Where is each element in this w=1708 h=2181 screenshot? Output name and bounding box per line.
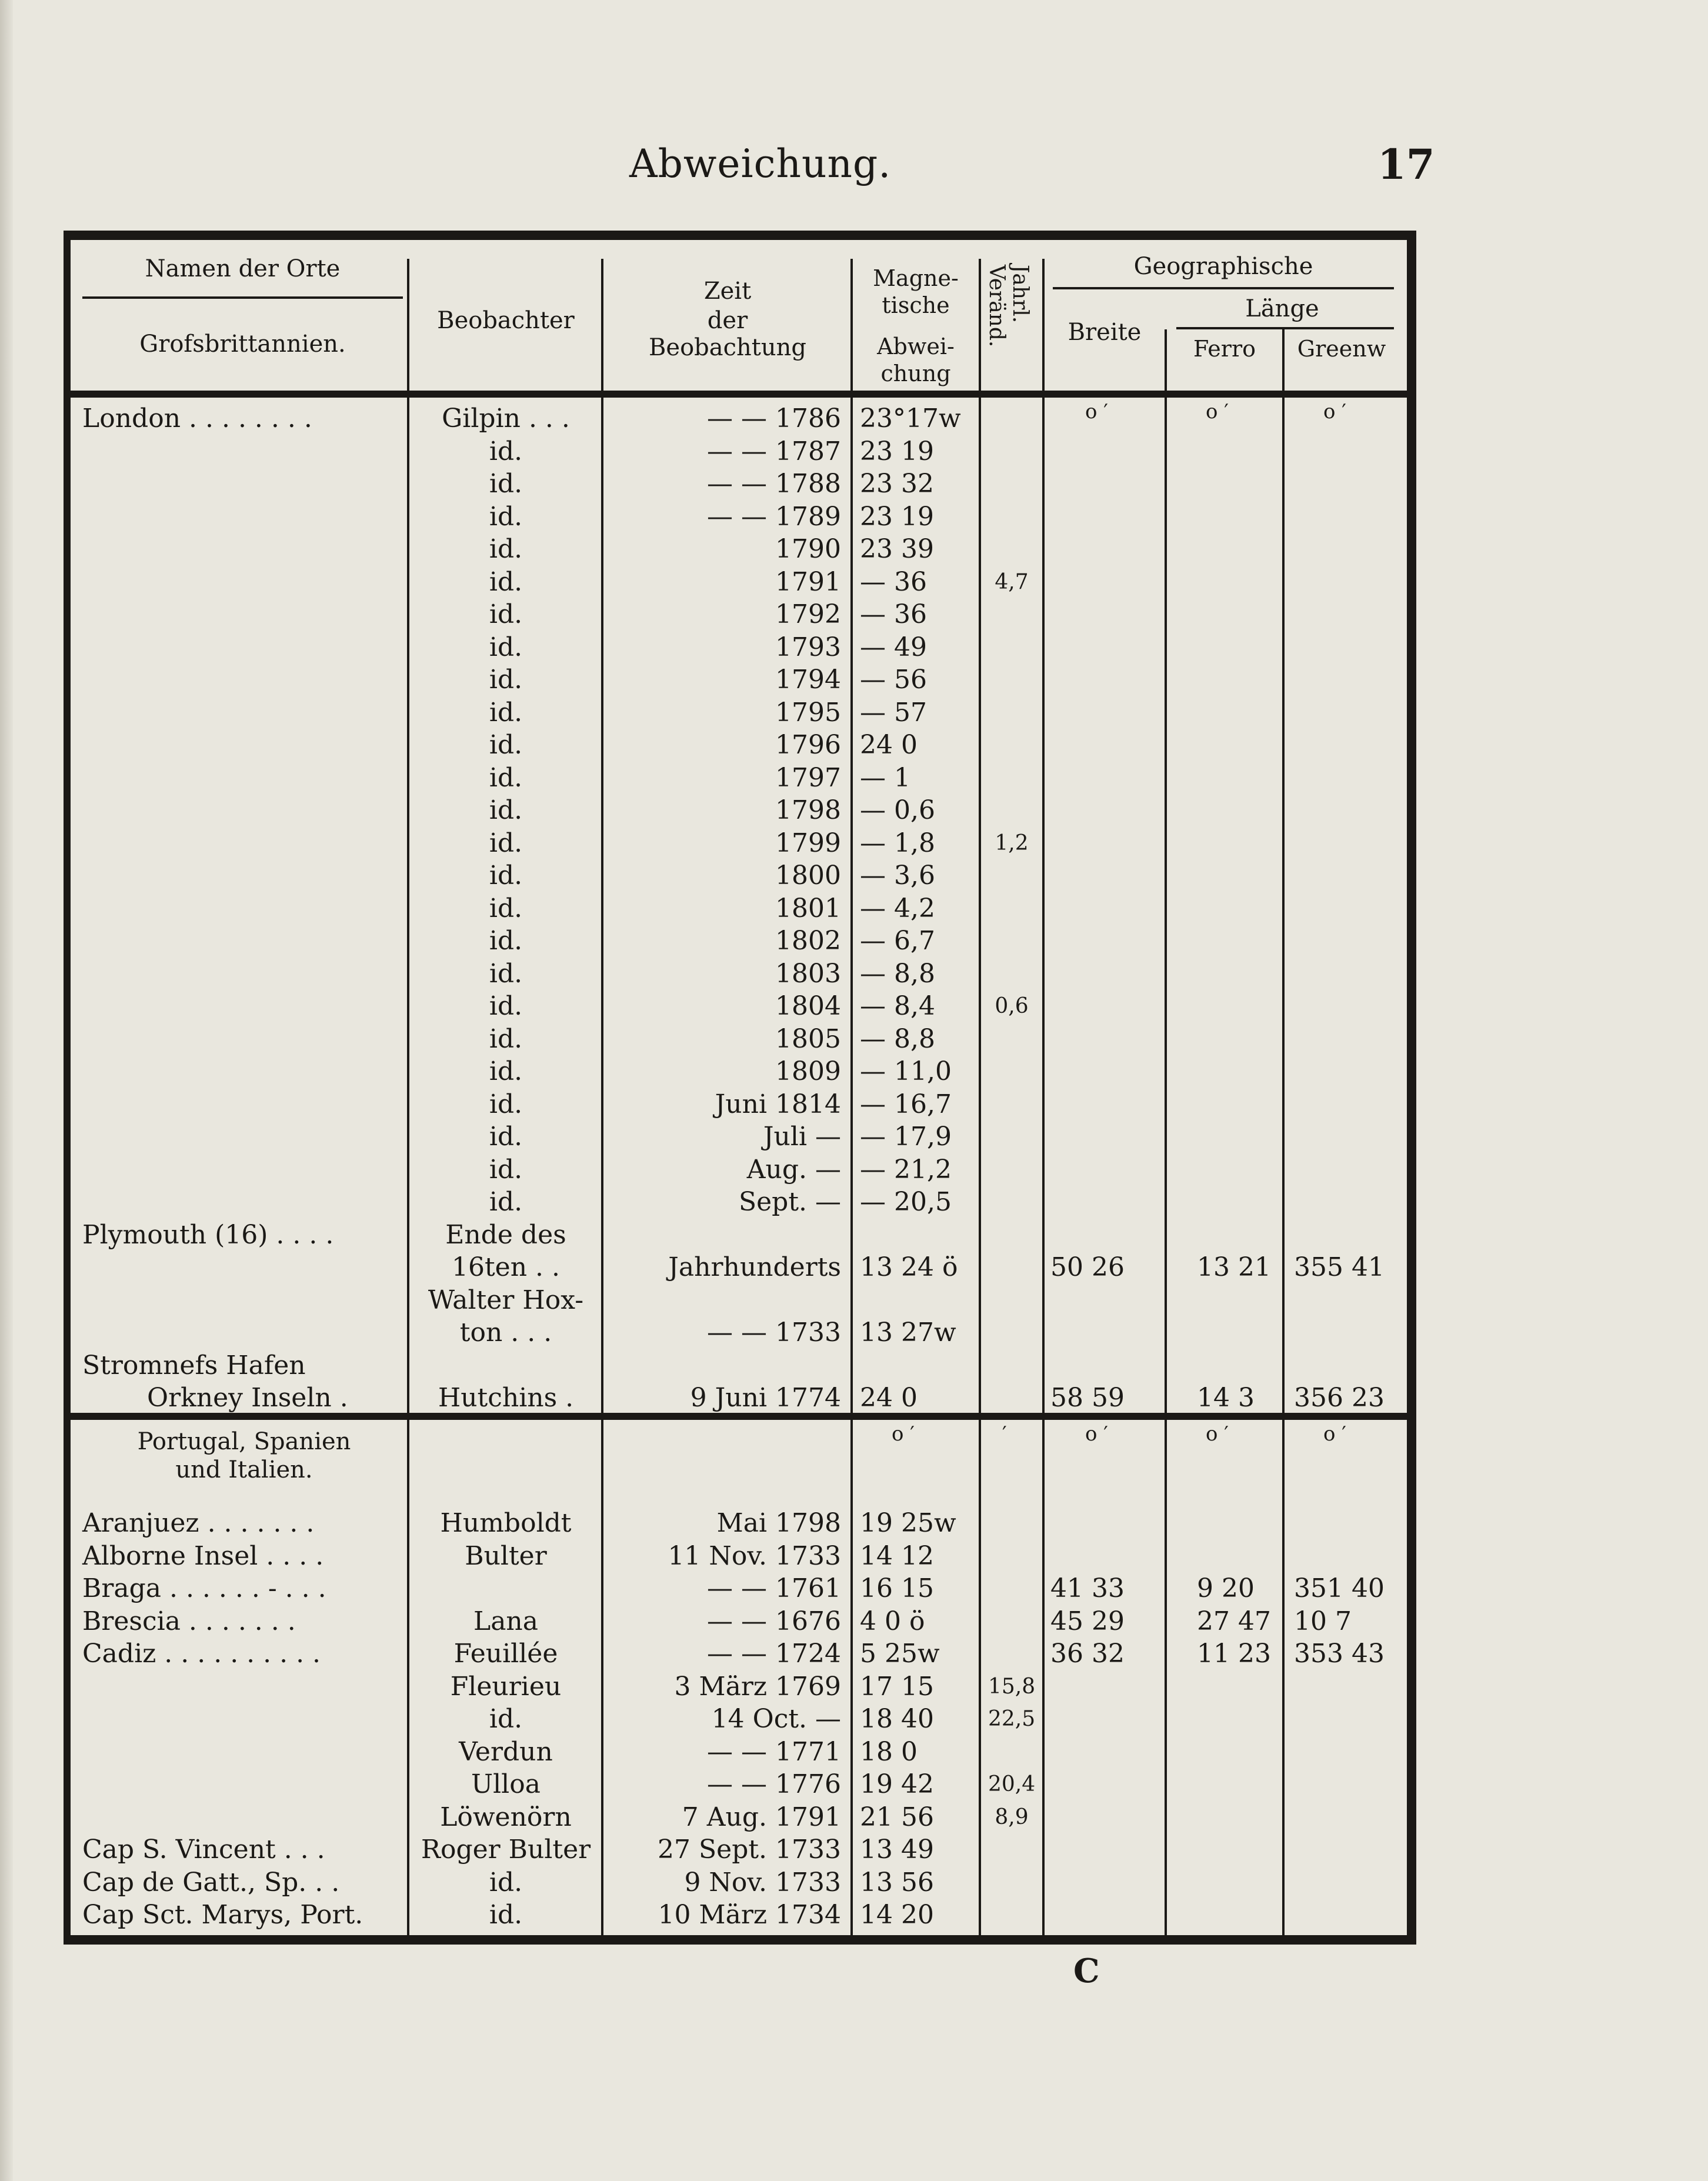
table-row bbox=[0, 762, 1708, 795]
cell-obs: id. bbox=[489, 795, 523, 825]
cell-decl: 19 42 bbox=[860, 1769, 934, 1799]
cell-time: 9 Juni 1774 bbox=[690, 1383, 841, 1413]
cell-obs: Hutchins . bbox=[438, 1383, 574, 1413]
cell-decl: — 36 bbox=[860, 599, 927, 629]
cell-ferro: 13 21 bbox=[1197, 1252, 1271, 1282]
header-zeit-2: der bbox=[707, 307, 748, 334]
table-row bbox=[0, 598, 1708, 631]
table-row bbox=[0, 827, 1708, 860]
cell-obs: id. bbox=[489, 501, 523, 532]
cell-decl: — 1 bbox=[860, 762, 910, 793]
units-greenw: o ′ bbox=[1323, 1422, 1346, 1446]
cell-time: Sept. — bbox=[738, 1187, 841, 1217]
cell-time: 1790 bbox=[775, 534, 841, 564]
table-row bbox=[0, 958, 1708, 991]
section-title: und Italien. bbox=[175, 1456, 313, 1483]
cell-decl: 18 40 bbox=[860, 1704, 934, 1734]
header-magnet-4: chung bbox=[880, 361, 951, 386]
table-row bbox=[0, 859, 1708, 892]
cell-decl: — 0,6 bbox=[860, 795, 935, 825]
table-row bbox=[0, 1703, 1708, 1736]
table-row bbox=[0, 631, 1708, 664]
cell-obs: id. bbox=[489, 1154, 523, 1185]
cell-obs: Verdun bbox=[459, 1736, 553, 1767]
cell-decl: 5 25w bbox=[860, 1639, 940, 1669]
header-rule bbox=[1053, 287, 1394, 289]
cell-obs: Humboldt bbox=[440, 1508, 572, 1538]
cell-obs: Fleurieu bbox=[450, 1671, 562, 1702]
cell-obs: id. bbox=[489, 958, 523, 989]
header-zeit-3: Beobachtung bbox=[649, 334, 806, 361]
cell-decl: 4 0 ö bbox=[860, 1606, 925, 1636]
cell-decl: 23 19 bbox=[860, 501, 934, 532]
cell-decl: 24 0 bbox=[860, 730, 918, 760]
cell-var: 0,6 bbox=[995, 994, 1029, 1018]
cell-decl: — 8,4 bbox=[860, 991, 935, 1021]
cell-obs: id. bbox=[489, 599, 523, 629]
cell-time: 10 März 1734 bbox=[658, 1900, 841, 1930]
cell-obs: id. bbox=[489, 697, 523, 728]
cell-obs: id. bbox=[489, 861, 523, 891]
cell-obs: id. bbox=[489, 1187, 523, 1217]
cell-time: — — 1733 bbox=[707, 1318, 841, 1348]
cell-decl: — 16,7 bbox=[860, 1089, 952, 1119]
header-magnet-3: Abwei- bbox=[877, 334, 955, 359]
cell-decl: — 21,2 bbox=[860, 1154, 952, 1185]
cell-time: 11 Nov. 1733 bbox=[668, 1540, 841, 1571]
table-row bbox=[0, 1866, 1708, 1899]
units-breite: o ′ bbox=[1085, 1422, 1108, 1446]
cell-place: Orkney Inseln . bbox=[147, 1383, 348, 1413]
cell-time: 1794 bbox=[775, 665, 841, 695]
header-breite: Breite bbox=[1068, 319, 1142, 346]
cell-var: 15,8 bbox=[988, 1674, 1036, 1699]
cell-decl: — 49 bbox=[860, 632, 927, 662]
cell-ferro: 27 47 bbox=[1197, 1606, 1271, 1636]
table-row bbox=[0, 1899, 1708, 1932]
cell-obs: id. bbox=[489, 1704, 523, 1734]
cell-obs: id. bbox=[489, 991, 523, 1021]
cell-time: 3 März 1769 bbox=[674, 1671, 841, 1702]
cell-time: Juli — bbox=[763, 1122, 841, 1152]
cell-place: London . . . . . . . . bbox=[82, 403, 312, 433]
cell-var: 1,2 bbox=[995, 831, 1029, 855]
cell-time: 1792 bbox=[775, 599, 841, 629]
table-row bbox=[0, 1316, 1708, 1349]
cell-obs: id. bbox=[489, 1023, 523, 1054]
cell-time: — — 1724 bbox=[707, 1639, 841, 1669]
table-row bbox=[0, 1219, 1708, 1252]
table-row bbox=[0, 990, 1708, 1023]
table-row bbox=[0, 1736, 1708, 1769]
cell-time: Aug. — bbox=[746, 1154, 841, 1185]
cell-time: — — 1771 bbox=[707, 1736, 841, 1767]
units-greenw: o ′ bbox=[1323, 400, 1346, 423]
header-jahrl-veraend: Jahrl. Veränd. bbox=[985, 265, 1032, 348]
header-rule bbox=[1176, 327, 1394, 329]
cell-green: 10 7 bbox=[1294, 1606, 1352, 1636]
cell-obs: id. bbox=[489, 828, 523, 858]
cell-decl: — 8,8 bbox=[860, 958, 935, 989]
cell-place: Brescia . . . . . . . bbox=[82, 1606, 296, 1636]
cell-decl: 21 56 bbox=[860, 1802, 934, 1832]
table-row bbox=[0, 794, 1708, 827]
cell-place: Cadiz . . . . . . . . . . bbox=[82, 1639, 321, 1669]
cell-obs: id. bbox=[489, 469, 523, 499]
cell-time: Mai 1798 bbox=[716, 1508, 841, 1538]
cell-time: — — 1676 bbox=[707, 1606, 841, 1636]
cell-time: 1805 bbox=[775, 1023, 841, 1054]
cell-obs: 16ten . . bbox=[452, 1252, 560, 1282]
table-row bbox=[0, 501, 1708, 533]
cell-time: 1795 bbox=[775, 697, 841, 728]
cell-decl: — 17,9 bbox=[860, 1122, 952, 1152]
cell-time: 1797 bbox=[775, 762, 841, 793]
cell-time: 27 Sept. 1733 bbox=[658, 1835, 841, 1865]
cell-decl: — 36 bbox=[860, 566, 927, 597]
table-row bbox=[0, 533, 1708, 566]
cell-place: Aranjuez . . . . . . . bbox=[82, 1508, 315, 1538]
cell-decl: 14 20 bbox=[860, 1900, 934, 1930]
cell-obs: id. bbox=[489, 893, 523, 923]
cell-decl: 19 25w bbox=[860, 1508, 956, 1538]
cell-time: — — 1789 bbox=[707, 501, 841, 532]
header-beobachter: Beobachter bbox=[437, 307, 575, 334]
cell-decl: 13 56 bbox=[860, 1867, 934, 1897]
cell-decl: — 8,8 bbox=[860, 1023, 935, 1054]
cell-decl: 14 12 bbox=[860, 1540, 934, 1571]
cell-ferro: 14 3 bbox=[1197, 1383, 1255, 1413]
cell-time: 1799 bbox=[775, 828, 841, 858]
cell-var: 20,4 bbox=[988, 1772, 1036, 1796]
cell-obs: id. bbox=[489, 534, 523, 564]
cell-decl: 23 32 bbox=[860, 469, 934, 499]
cell-decl: 18 0 bbox=[860, 1736, 918, 1767]
header-ferro: Ferro bbox=[1193, 336, 1256, 362]
cell-breite: 58 59 bbox=[1050, 1383, 1125, 1413]
cell-breite: 36 32 bbox=[1050, 1639, 1125, 1669]
table-row bbox=[0, 1833, 1708, 1866]
cell-decl: 23 19 bbox=[860, 436, 934, 466]
cell-decl: 17 15 bbox=[860, 1671, 934, 1702]
cell-time: — — 1786 bbox=[707, 403, 841, 433]
cell-obs: Lana bbox=[473, 1606, 539, 1636]
table-row bbox=[0, 925, 1708, 958]
cell-time: 1800 bbox=[775, 861, 841, 891]
cell-decl: — 6,7 bbox=[860, 926, 935, 956]
cell-decl: 23 39 bbox=[860, 534, 934, 564]
cell-time: — — 1776 bbox=[707, 1769, 841, 1799]
table-row bbox=[0, 1186, 1708, 1219]
cell-time: 7 Aug. 1791 bbox=[682, 1802, 841, 1832]
cell-time: 1803 bbox=[775, 958, 841, 989]
cell-green: 356 23 bbox=[1294, 1383, 1385, 1413]
running-title: Abweichung. bbox=[629, 141, 892, 186]
table-row bbox=[0, 1023, 1708, 1056]
cell-decl: 23°17w bbox=[860, 403, 961, 433]
cell-decl: — 11,0 bbox=[860, 1056, 952, 1086]
cell-time: — — 1761 bbox=[707, 1573, 841, 1603]
table-row bbox=[0, 1670, 1708, 1703]
header-zeit-1: Zeit bbox=[703, 278, 752, 305]
cell-obs: id. bbox=[489, 730, 523, 760]
cell-obs: Feuillée bbox=[453, 1639, 558, 1669]
cell-obs: id. bbox=[489, 1867, 523, 1897]
table-row bbox=[0, 729, 1708, 762]
cell-breite: 50 26 bbox=[1050, 1252, 1125, 1282]
cell-obs: ton . . . bbox=[459, 1318, 552, 1348]
cell-obs: id. bbox=[489, 1900, 523, 1930]
table-row bbox=[0, 663, 1708, 696]
cell-decl: — 3,6 bbox=[860, 861, 935, 891]
table-row bbox=[0, 1507, 1708, 1540]
units-ferro: o ′ bbox=[1206, 400, 1229, 423]
cell-decl: — 20,5 bbox=[860, 1187, 952, 1217]
page-number: 17 bbox=[1377, 140, 1435, 189]
cell-obs: Ende des bbox=[445, 1219, 566, 1250]
units-var: ′ bbox=[1002, 1422, 1007, 1446]
cell-place: Cap de Gatt., Sp. . . bbox=[82, 1867, 340, 1897]
cell-time: 1801 bbox=[775, 893, 841, 923]
table-row bbox=[0, 468, 1708, 501]
cell-time: 1804 bbox=[775, 991, 841, 1021]
units-decl: o ′ bbox=[892, 1422, 915, 1446]
cell-time: 14 Oct. — bbox=[711, 1704, 841, 1734]
cell-obs: id. bbox=[489, 1122, 523, 1152]
cell-var: 8,9 bbox=[995, 1805, 1029, 1829]
table-row bbox=[0, 1055, 1708, 1088]
table-row bbox=[0, 1088, 1708, 1121]
cell-obs: Gilpin . . . bbox=[442, 403, 570, 433]
cell-decl: 13 27w bbox=[860, 1318, 956, 1348]
units-ferro: o ′ bbox=[1206, 1422, 1229, 1446]
cell-green: 351 40 bbox=[1294, 1573, 1385, 1603]
table-row bbox=[0, 566, 1708, 599]
cell-obs: Löwenörn bbox=[440, 1802, 572, 1832]
cell-var: 22,5 bbox=[988, 1707, 1036, 1731]
cell-decl: — 1,8 bbox=[860, 828, 935, 858]
header-rule bbox=[82, 296, 403, 299]
units-breite: o ′ bbox=[1085, 400, 1108, 423]
header-geographische: Geographische bbox=[1133, 253, 1313, 280]
cell-time: — — 1787 bbox=[707, 436, 841, 466]
cell-decl: 13 24 ö bbox=[860, 1252, 958, 1282]
header-laenge: Länge bbox=[1245, 295, 1319, 322]
table-row bbox=[0, 1605, 1708, 1638]
cell-decl: 13 49 bbox=[860, 1835, 934, 1865]
cell-decl: 24 0 bbox=[860, 1383, 918, 1413]
cell-obs: Roger Bulter bbox=[421, 1835, 591, 1865]
table-row bbox=[0, 1572, 1708, 1605]
cell-time: 1793 bbox=[775, 632, 841, 662]
cell-breite: 45 29 bbox=[1050, 1606, 1125, 1636]
cell-place: Cap Sct. Marys, Port. bbox=[82, 1900, 363, 1930]
table-row bbox=[0, 1540, 1708, 1573]
table-row bbox=[0, 1120, 1708, 1153]
header-bottom-rule bbox=[71, 391, 1407, 398]
table-row bbox=[0, 696, 1708, 729]
cell-obs: id. bbox=[489, 762, 523, 793]
cell-place: Plymouth (16) . . . . bbox=[82, 1219, 334, 1250]
cell-decl: — 57 bbox=[860, 697, 927, 728]
cell-obs: id. bbox=[489, 436, 523, 466]
cell-decl: — 4,2 bbox=[860, 893, 935, 923]
cell-obs: id. bbox=[489, 1056, 523, 1086]
cell-obs: id. bbox=[489, 1089, 523, 1119]
table-row bbox=[0, 1801, 1708, 1834]
table-row bbox=[0, 892, 1708, 925]
cell-obs: id. bbox=[489, 566, 523, 597]
table-row bbox=[0, 1284, 1708, 1317]
table-row bbox=[0, 1768, 1708, 1801]
cell-decl: 16 15 bbox=[860, 1573, 934, 1603]
cell-place: Stromnefs Hafen bbox=[82, 1350, 306, 1380]
cell-obs: Bulter bbox=[465, 1540, 547, 1571]
cell-green: 355 41 bbox=[1294, 1252, 1385, 1282]
cell-obs: id. bbox=[489, 632, 523, 662]
cell-breite: 41 33 bbox=[1050, 1573, 1125, 1603]
cell-obs: id. bbox=[489, 665, 523, 695]
table-row bbox=[0, 1382, 1708, 1415]
cell-time: Jahrhunderts bbox=[668, 1252, 841, 1282]
table-row bbox=[0, 435, 1708, 468]
cell-time: 1796 bbox=[775, 730, 841, 760]
header-magnet-2: tische bbox=[882, 292, 950, 318]
table-row bbox=[0, 1251, 1708, 1284]
cell-time: 1802 bbox=[775, 926, 841, 956]
cell-decl: — 56 bbox=[860, 665, 927, 695]
cell-time: 1809 bbox=[775, 1056, 841, 1086]
cell-time: 1791 bbox=[775, 566, 841, 597]
cell-obs: Ulloa bbox=[471, 1769, 541, 1799]
cell-time: Juni 1814 bbox=[715, 1089, 841, 1119]
cell-obs: Walter Hox- bbox=[428, 1285, 584, 1315]
header-grossbritannien: Grofsbrittannien. bbox=[139, 331, 346, 358]
cell-ferro: 11 23 bbox=[1197, 1639, 1271, 1669]
table-row bbox=[0, 1349, 1708, 1382]
cell-var: 4,7 bbox=[995, 569, 1029, 594]
table-row bbox=[0, 402, 1708, 435]
cell-place: Braga . . . . . . - . . . bbox=[82, 1573, 326, 1603]
cell-place: Alborne Insel . . . . bbox=[82, 1540, 324, 1571]
cell-place: Cap S. Vincent . . . bbox=[82, 1835, 325, 1865]
cell-time: 9 Nov. 1733 bbox=[684, 1867, 841, 1897]
header-greenw: Greenw bbox=[1297, 336, 1386, 362]
signature-mark: C bbox=[1073, 1952, 1100, 1990]
cell-time: 1798 bbox=[775, 795, 841, 825]
header-orte: Namen der Orte bbox=[145, 255, 341, 282]
table-row bbox=[0, 1638, 1708, 1670]
cell-time: — — 1788 bbox=[707, 469, 841, 499]
cell-obs: id. bbox=[489, 926, 523, 956]
header-magnet-1: Magne- bbox=[873, 265, 959, 291]
section-title: Portugal, Spanien bbox=[137, 1428, 351, 1455]
table-row bbox=[0, 1153, 1708, 1186]
cell-green: 353 43 bbox=[1294, 1639, 1385, 1669]
cell-ferro: 9 20 bbox=[1197, 1573, 1255, 1603]
